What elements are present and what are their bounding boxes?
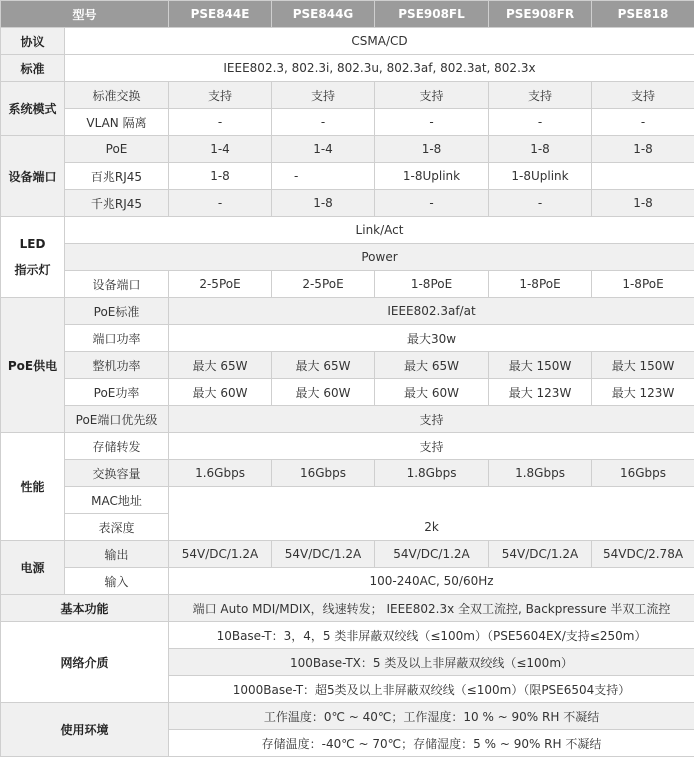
cell: 最大 150W <box>592 352 694 379</box>
media-line: 1000Base-T：超5类及以上非屏蔽双绞线（≤100m）（限PSE6504支持） <box>169 676 694 703</box>
model-name: PSE908FL <box>375 1 489 28</box>
cell: 1-8 <box>375 136 489 163</box>
environment-row <box>1 703 694 730</box>
cell: - <box>272 163 375 190</box>
row-label: PoE功率 <box>65 379 169 406</box>
cell: 1-8 <box>489 136 592 163</box>
cell: 最大 65W <box>272 352 375 379</box>
protocol-value: CSMA/CD <box>65 28 694 55</box>
cell: 54V/DC/1.2A <box>375 541 489 568</box>
ports-row <box>1 190 694 217</box>
row-label: 输出 <box>65 541 169 568</box>
basic-value: 端口 Auto MDI/MDIX，线速转发； IEEE802.3x 全双工流控, Backpressure 半双工流控 <box>169 595 694 622</box>
cell: 1-8PoE <box>489 271 592 298</box>
media-line: 10Base-T：3，4，5 类非屏蔽双绞线（≤100m）（PSE5604EX/支持≤250m） <box>169 622 694 649</box>
cell: 54VDC/2.78A <box>592 541 694 568</box>
row-label: 端口功率 <box>65 325 169 352</box>
row-label: PoE标准 <box>65 298 169 325</box>
cell: 最大 123W <box>489 379 592 406</box>
cell: - <box>272 109 375 136</box>
power-label: 电源 <box>1 541 65 595</box>
led-row <box>1 244 694 271</box>
led-link-act: Link/Act <box>65 217 694 244</box>
poe-row <box>1 298 694 325</box>
cell: 最大30w <box>169 325 694 352</box>
cell: 100-240AC, 50/60Hz <box>169 568 694 595</box>
poe-label: PoE供电 <box>1 298 65 433</box>
cell: 1-4 <box>169 136 272 163</box>
cell: 最大 65W <box>375 352 489 379</box>
cell: 1-8Uplink <box>489 163 592 190</box>
cell: 最大 65W <box>169 352 272 379</box>
row-label: 表深度 <box>65 514 169 541</box>
cell: 支持 <box>169 82 272 109</box>
cell: - <box>592 109 694 136</box>
media-row <box>1 622 694 649</box>
media-line: 100Base-TX：5 类及以上非屏蔽双绞线（≤100m） <box>169 649 694 676</box>
performance-row <box>1 433 694 460</box>
led-power: Power <box>65 244 694 271</box>
poe-row <box>1 379 694 406</box>
cell: 支持 <box>375 82 489 109</box>
row-label: 整机功率 <box>65 352 169 379</box>
row-label: VLAN 隔离 <box>65 109 169 136</box>
performance-label: 性能 <box>1 433 65 541</box>
ports-row <box>1 163 694 190</box>
cell: 支持 <box>272 82 375 109</box>
cell: 54V/DC/1.2A <box>169 541 272 568</box>
cell: - <box>375 109 489 136</box>
cell: - <box>169 190 272 217</box>
cell: IEEE802.3af/at <box>169 298 694 325</box>
model-name: PSE844E <box>169 1 272 28</box>
led-row <box>1 271 694 298</box>
cell: 16Gbps <box>592 460 694 487</box>
protocol-row <box>1 28 694 55</box>
cell: 1.8Gbps <box>375 460 489 487</box>
performance-row <box>1 487 694 514</box>
row-label: 百兆RJ45 <box>65 163 169 190</box>
cell: 1-8 <box>169 163 272 190</box>
standard-row <box>1 55 694 82</box>
protocol-label: 协议 <box>1 28 65 55</box>
header-row <box>1 1 694 28</box>
cell: 最大 60W <box>375 379 489 406</box>
cell: 2k <box>169 487 694 541</box>
power-row <box>1 568 694 595</box>
cell: 1-8 <box>592 136 694 163</box>
cell: - <box>489 190 592 217</box>
led-label <box>1 217 65 298</box>
cell: 最大 150W <box>489 352 592 379</box>
environment-line: 存储温度：-40℃ ~ 70℃；存储湿度：5 % ~ 90% RH 不凝结 <box>169 730 694 757</box>
environment-line: 工作温度：0℃ ~ 40℃；工作湿度：10 % ~ 90% RH 不凝结 <box>169 703 694 730</box>
cell: - <box>375 190 489 217</box>
cell <box>592 163 694 190</box>
poe-row <box>1 406 694 433</box>
media-label: 网络介质 <box>1 622 169 703</box>
row-label: 设备端口 <box>65 271 169 298</box>
standard-label: 标准 <box>1 55 65 82</box>
cell: 1-8 <box>592 190 694 217</box>
cell: 1-4 <box>272 136 375 163</box>
model-name: PSE908FR <box>489 1 592 28</box>
standard-value: IEEE802.3, 802.3i, 802.3u, 802.3af, 802.3at, 802.3x <box>65 55 694 82</box>
cell: 最大 60W <box>272 379 375 406</box>
cell: 支持 <box>592 82 694 109</box>
row-label: 标准交换 <box>65 82 169 109</box>
poe-row <box>1 352 694 379</box>
led-label-line2: 指示灯 <box>14 263 51 277</box>
row-label: MAC地址 <box>65 487 169 514</box>
row-label: PoE <box>65 136 169 163</box>
model-name: PSE844G <box>272 1 375 28</box>
row-label: PoE端口优先级 <box>65 406 169 433</box>
cell: 16Gbps <box>272 460 375 487</box>
basic-row <box>1 595 694 622</box>
led-label-line1: LED <box>19 237 46 251</box>
cell: - <box>169 109 272 136</box>
environment-label: 使用环境 <box>1 703 169 757</box>
row-label: 交换容量 <box>65 460 169 487</box>
cell: 54V/DC/1.2A <box>272 541 375 568</box>
cell: 2-5PoE <box>272 271 375 298</box>
cell: 支持 <box>169 406 694 433</box>
cell: 1-8PoE <box>375 271 489 298</box>
led-row <box>1 217 694 244</box>
cell: 1-8Uplink <box>375 163 489 190</box>
ports-label: 设备端口 <box>1 136 65 217</box>
model-header: 型号 <box>1 1 169 28</box>
model-name: PSE818 <box>592 1 694 28</box>
row-label: 千兆RJ45 <box>65 190 169 217</box>
cell: 最大 123W <box>592 379 694 406</box>
system-mode-row <box>1 82 694 109</box>
cell: 54V/DC/1.2A <box>489 541 592 568</box>
row-label: 输入 <box>65 568 169 595</box>
poe-row <box>1 325 694 352</box>
cell: 1-8 <box>272 190 375 217</box>
power-row <box>1 541 694 568</box>
cell: 1.6Gbps <box>169 460 272 487</box>
cell: 2-5PoE <box>169 271 272 298</box>
cell: - <box>489 109 592 136</box>
cell: 1.8Gbps <box>489 460 592 487</box>
system-mode-label: 系统模式 <box>1 82 65 136</box>
cell: 最大 60W <box>169 379 272 406</box>
basic-label: 基本功能 <box>1 595 169 622</box>
ports-row <box>1 136 694 163</box>
cell: 支持 <box>489 82 592 109</box>
cell: 1-8PoE <box>592 271 694 298</box>
cell: 支持 <box>169 433 694 460</box>
row-label: 存储转发 <box>65 433 169 460</box>
system-mode-row <box>1 109 694 136</box>
performance-row <box>1 460 694 487</box>
